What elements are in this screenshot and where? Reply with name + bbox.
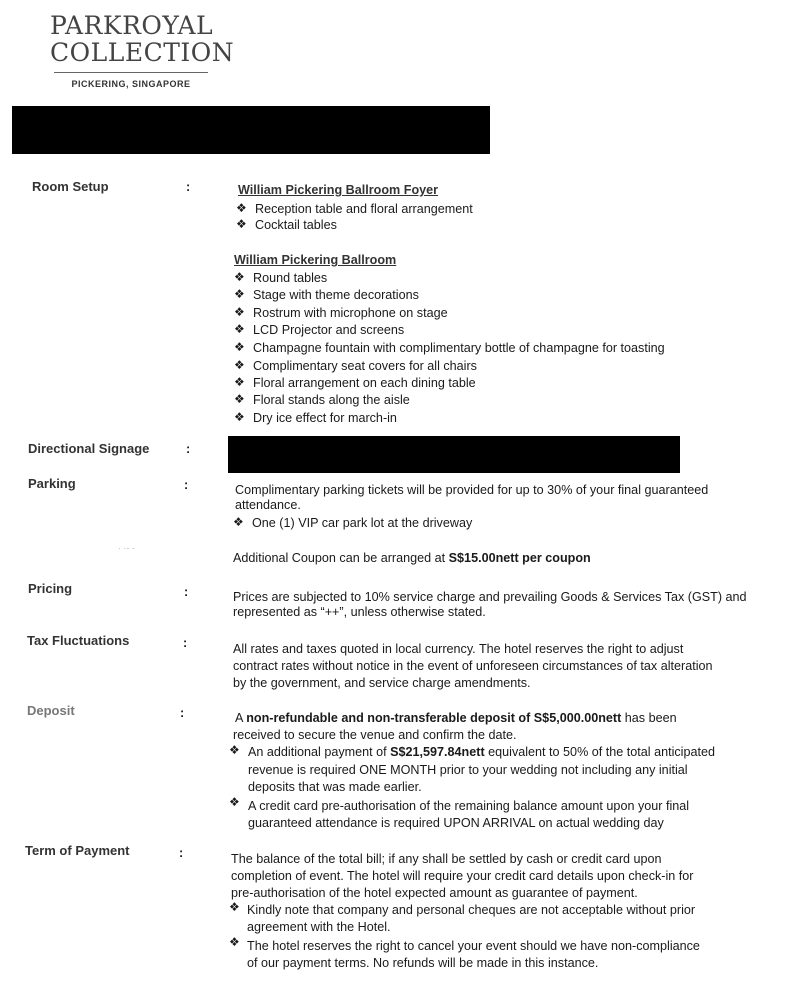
tax-text-line-1: All rates and taxes quoted in local currency. The hotel reserves the right to adjust (233, 642, 684, 656)
room-setup-label: Room Setup (32, 179, 109, 194)
deposit-text-line-2: received to secure the venue and confirm the date. (233, 728, 517, 742)
bullet-icon: ❖ (234, 410, 245, 424)
parking-text-line-1: Complimentary parking tickets will be provided for up to 30% of your final guaranteed (235, 483, 709, 497)
term-of-payment-colon: : (179, 846, 184, 860)
parking-colon: : (184, 478, 189, 492)
parking-text-line-2: attendance. (235, 498, 301, 512)
logo-line-2: COLLECTION (50, 38, 235, 67)
redacted-title-bar (12, 106, 490, 154)
payment-cheque-line-2: agreement with the Hotel. (247, 920, 391, 934)
ballroom-item: Champagne fountain with complimentary bottle of champagne for toasting (253, 341, 665, 355)
bullet-icon: ❖ (236, 201, 247, 215)
bullet-icon: ❖ (229, 743, 240, 757)
deposit-amount: non-refundable and non-transferable deposit of S$5,000.00nett (246, 711, 622, 725)
bullet-icon: ❖ (233, 515, 244, 529)
bullet-icon: ❖ (234, 305, 245, 319)
bullet-icon: ❖ (234, 375, 245, 389)
bullet-icon: ❖ (234, 340, 245, 354)
ballroom-item: Stage with theme decorations (253, 288, 419, 302)
deposit-text-line-1 (235, 711, 677, 725)
tax-text-line-3: by the government, and service charge amendments. (233, 676, 531, 690)
ballroom-item: Complimentary seat covers for all chairs (253, 359, 477, 373)
directional-signage-label: Directional Signage (28, 441, 150, 456)
pricing-text-line-2: represented as “++”, unless otherwise stated. (233, 605, 486, 619)
logo-divider (54, 72, 208, 73)
bullet-icon: ❖ (229, 900, 240, 914)
bullet-icon: ❖ (234, 358, 245, 372)
payment-cancel-line-2: of our payment terms. No refunds will be made in this instance. (247, 956, 599, 970)
ballroom-title: William Pickering Ballroom (234, 253, 397, 267)
directional-signage-colon: : (186, 442, 191, 456)
ballroom-item: LCD Projector and screens (253, 323, 405, 337)
deposit-additional-line-2: revenue is required ONE MONTH prior to your wedding not including any initial (248, 763, 688, 777)
pricing-text-line-1: Prices are subjected to 10% service charge and prevailing Goods & Services Tax (GST) and (233, 590, 747, 604)
hotel-logo (50, 11, 235, 89)
additional-payment-post: equivalent to 50% of the total anticipated (484, 745, 715, 759)
additional-payment-pre: An additional payment of (248, 745, 391, 759)
ballroom-item: Floral stands along the aisle (253, 393, 410, 407)
ballroom-item: Floral arrangement on each dining table (253, 376, 476, 390)
ballroom-item: Dry ice effect for march-in (253, 411, 397, 425)
parking-coupon-price: S$15.00nett per coupon (448, 551, 591, 565)
deposit-preauth-line-2: guaranteed attendance is required UPON ARRIVAL on actual wedding day (248, 816, 664, 830)
bullet-icon: ❖ (229, 935, 240, 949)
pricing-colon: : (184, 585, 189, 599)
scan-smudge: · ·‐ ‐ (118, 543, 135, 553)
foyer-item: Reception table and floral arrangement (255, 202, 473, 216)
bullet-icon: ❖ (234, 287, 245, 301)
payment-text-line-1: The balance of the total bill; if any shall be settled by cash or credit card upon (231, 852, 662, 866)
tax-fluctuations-label: Tax Fluctuations (27, 633, 130, 648)
bullet-icon: ❖ (234, 270, 245, 284)
payment-cancel-line-1: The hotel reserves the right to cancel your event should we have non-compliance (247, 939, 700, 953)
bullet-icon: ❖ (236, 217, 247, 231)
logo-location: PICKERING, SINGAPORE (71, 79, 191, 89)
foyer-title: William Pickering Ballroom Foyer (238, 183, 439, 197)
payment-cheque-line-1: Kindly note that company and personal cheques are not acceptable without prior (247, 903, 696, 917)
parking-vip-lot: One (1) VIP car park lot at the driveway (252, 516, 473, 530)
deposit-line-1-post: has been (621, 711, 677, 725)
deposit-preauth-line-1: A credit card pre-authorisation of the remaining balance amount upon your final (248, 799, 690, 813)
bullet-icon: ❖ (229, 795, 240, 809)
deposit-line-1-pre: A (235, 711, 247, 725)
deposit-label: Deposit (27, 703, 75, 718)
bullet-icon: ❖ (234, 322, 245, 336)
ballroom-item: Round tables (253, 271, 328, 285)
redacted-signage-bar (228, 436, 680, 473)
ballroom-item: Rostrum with microphone on stage (253, 306, 448, 320)
parking-coupon-text: Additional Coupon can be arranged at (233, 551, 449, 565)
tax-fluctuations-colon: : (183, 636, 188, 650)
term-of-payment-label: Term of Payment (25, 843, 130, 858)
deposit-additional-payment (248, 745, 715, 759)
additional-payment-amount: S$21,597.84nett (390, 745, 485, 759)
logo-line-1: PARKROYAL (50, 11, 214, 40)
foyer-item: Cocktail tables (255, 218, 337, 232)
payment-text-line-3: pre-authorisation of the hotel expected amount as guarantee of payment. (231, 886, 638, 900)
bullet-icon: ❖ (234, 392, 245, 406)
deposit-additional-line-3: deposits that was made earlier. (248, 780, 422, 794)
tax-text-line-2: contract rates without notice in the event of unforeseen circumstances of tax alteration (233, 659, 713, 673)
pricing-label: Pricing (28, 581, 73, 596)
parking-label: Parking (28, 476, 76, 491)
deposit-colon: : (180, 706, 185, 720)
room-setup-colon: : (186, 180, 191, 194)
parking-coupon (233, 551, 591, 565)
payment-text-line-2: completion of event. The hotel will require your credit card details upon check-in for (231, 869, 694, 883)
